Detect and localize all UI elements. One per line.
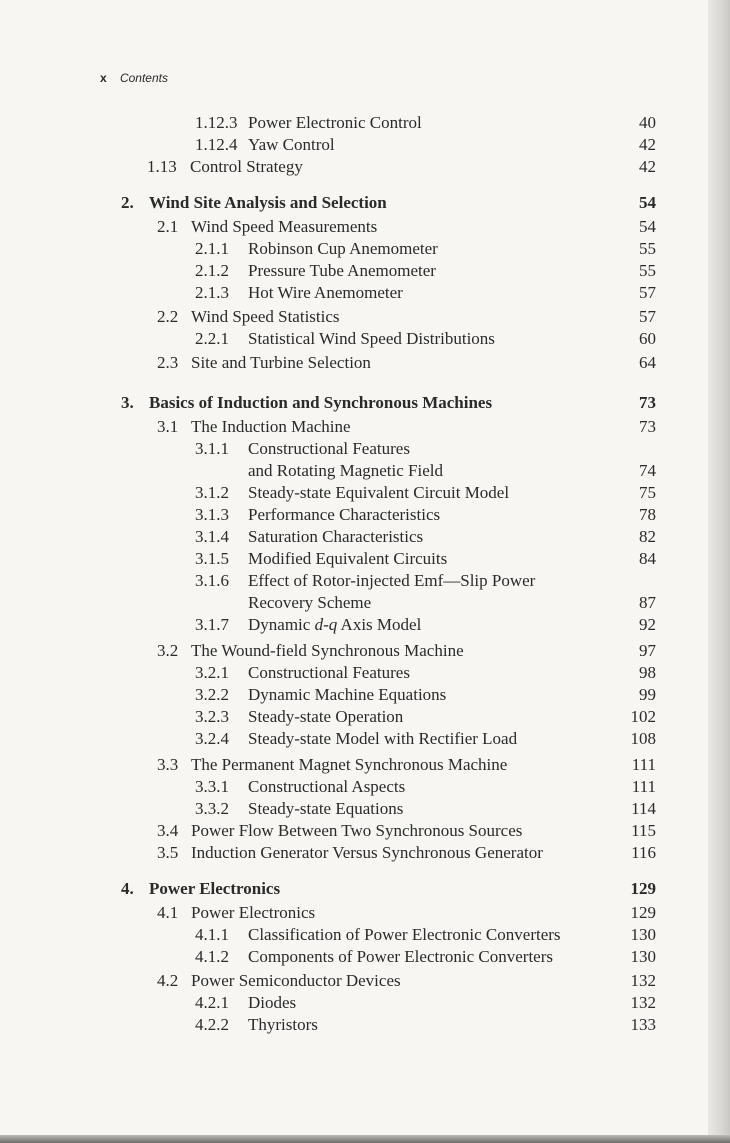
toc-entry-number: 2.3 <box>157 353 179 372</box>
running-title: Contents <box>119 71 168 85</box>
toc-entry-title: Wind Site Analysis and Selection <box>149 193 387 212</box>
toc-entry-row <box>0 924 730 946</box>
page-edge-bottom <box>0 1135 730 1143</box>
toc-page-number: 111 <box>631 755 656 774</box>
toc-entry-number: 1.12.3 <box>195 113 238 132</box>
toc-entry-title: Steady-state Operation <box>248 707 404 726</box>
toc-entry-title: Dynamic d-q Axis Model <box>248 615 422 634</box>
toc-entry-row <box>0 798 730 820</box>
toc-page-number: 64 <box>639 353 656 372</box>
toc-entry-row <box>0 416 730 438</box>
toc-page-number: 82 <box>639 527 656 546</box>
toc-page-number: 130 <box>630 925 656 944</box>
toc-entry-title: Induction Generator Versus Synchronous Generator <box>191 843 543 862</box>
toc-entry-number: 4. <box>121 879 134 898</box>
toc-entry-number: 3.1.5 <box>195 549 229 568</box>
toc-entry-row <box>0 460 730 482</box>
toc-entry-row <box>0 820 730 842</box>
toc-entry-number: 3.5 <box>157 843 179 862</box>
toc-page-number: 129 <box>630 879 656 898</box>
toc-entry-row <box>0 526 730 548</box>
toc-entry-number: 3.4 <box>157 821 179 840</box>
toc-entry-title: The Induction Machine <box>191 417 351 436</box>
toc-entry-number: 3.1.6 <box>195 571 229 590</box>
toc-entry-row <box>0 570 730 592</box>
toc-entry-title: Pressure Tube Anemometer <box>248 261 436 280</box>
toc-entry-title: Control Strategy <box>190 157 303 176</box>
toc-entry-row <box>0 482 730 504</box>
toc-entry-number: 2.1.1 <box>195 239 229 258</box>
toc-entry-title: Classification of Power Electronic Converters <box>248 925 561 944</box>
toc-page-number: 98 <box>639 663 656 682</box>
toc-entry-number: 3.1.4 <box>195 527 229 546</box>
toc-entry-number: 1.12.4 <box>195 135 238 154</box>
toc-page-number: 92 <box>639 615 656 634</box>
toc-page-number: 129 <box>630 903 656 922</box>
toc-entry-number: 3.3.1 <box>195 777 229 796</box>
toc-entry-row <box>0 706 730 728</box>
toc-entry-number: 3.2 <box>157 641 179 660</box>
toc-page-number: 42 <box>639 157 656 176</box>
toc-entry-row <box>0 328 730 350</box>
toc-entry-title: Power Electronic Control <box>248 113 422 132</box>
toc-entry-row <box>0 156 730 178</box>
toc-page-number: 115 <box>631 821 656 840</box>
toc-page-number: 54 <box>639 193 656 212</box>
toc-entry-row <box>0 282 730 304</box>
toc-entry-number: 4.2.1 <box>195 993 229 1012</box>
toc-entry-title: Statistical Wind Speed Distributions <box>248 329 495 348</box>
toc-entry-row <box>0 352 730 374</box>
toc-page-number: 57 <box>639 283 656 302</box>
toc-page-number: 108 <box>630 729 656 748</box>
toc-entry-number: 4.1.2 <box>195 947 229 966</box>
toc-entry-title: Wind Speed Measurements <box>191 217 378 236</box>
toc-entry-title: Steady-state Equivalent Circuit Model <box>248 483 510 502</box>
toc-entry-title: The Wound-field Synchronous Machine <box>191 641 464 660</box>
toc-entry-title: Yaw Control <box>248 135 335 154</box>
toc-page-number: 87 <box>639 593 656 612</box>
toc-page-number: 132 <box>630 971 656 990</box>
toc-page-number: 57 <box>639 307 656 326</box>
toc-page-number: 55 <box>639 261 656 280</box>
toc-entry-title: The Permanent Magnet Synchronous Machine <box>191 755 508 774</box>
toc-page-number: 60 <box>639 329 656 348</box>
toc-entry-title: Power Semiconductor Devices <box>191 971 401 990</box>
toc-chapter-row <box>0 192 730 214</box>
toc-entry-number: 2.2.1 <box>195 329 229 348</box>
toc-entry-title: Steady-state Equations <box>248 799 404 818</box>
toc-entry-title: Constructional Features <box>248 439 410 458</box>
toc-entry-number: 4.2.2 <box>195 1015 229 1034</box>
toc-entry-number: 3. <box>121 393 134 412</box>
toc-entry-row <box>0 946 730 968</box>
toc-entry-row <box>0 592 730 614</box>
toc-entry-row <box>0 776 730 798</box>
toc-entry-row <box>0 640 730 662</box>
toc-page-number: 116 <box>631 843 656 862</box>
toc-page-number: 114 <box>631 799 656 818</box>
toc-entry-title: Diodes <box>248 993 297 1012</box>
toc-entry-row <box>0 504 730 526</box>
toc-entry-number: 3.2.2 <box>195 685 229 704</box>
toc-entry-title: and Rotating Magnetic Field <box>248 461 443 480</box>
toc-page-number: 54 <box>639 217 656 236</box>
toc-entry-title: Power Electronics <box>149 879 281 898</box>
toc-entry-title: Steady-state Model with Rectifier Load <box>248 729 518 748</box>
toc-entry-title: Site and Turbine Selection <box>191 353 371 372</box>
toc-entry-number: 3.1.3 <box>195 505 229 524</box>
toc-entry-title: Hot Wire Anemometer <box>248 283 403 302</box>
toc-entry-row <box>0 902 730 924</box>
toc-entry-title: Performance Characteristics <box>248 505 441 524</box>
toc-entry-number: 3.3 <box>157 755 179 774</box>
toc-page-number: 84 <box>639 549 656 568</box>
toc-entry-title: Constructional Aspects <box>248 777 406 796</box>
toc-page-number: 130 <box>630 947 656 966</box>
toc-entry-row <box>0 970 730 992</box>
toc-entry-title: Recovery Scheme <box>248 593 372 612</box>
toc-entry-number: 4.1.1 <box>195 925 229 944</box>
toc-entry-title: Saturation Characteristics <box>248 527 424 546</box>
toc-page-number: 133 <box>630 1015 656 1034</box>
toc-entry-number: 3.2.3 <box>195 707 229 726</box>
toc-page-number: 55 <box>639 239 656 258</box>
toc-entry-row <box>0 684 730 706</box>
toc-entry-number: 3.1 <box>157 417 179 436</box>
toc-entry-title: Dynamic Machine Equations <box>248 685 447 704</box>
toc-page-number: 99 <box>639 685 656 704</box>
page-number: x <box>100 71 107 85</box>
toc-entry-row <box>0 306 730 328</box>
toc-entry-number: 2. <box>121 193 134 212</box>
toc-page-number: 75 <box>639 483 656 502</box>
toc-entry-row <box>0 438 730 460</box>
toc-entry-title: Components of Power Electronic Converters <box>248 947 553 966</box>
toc-entry-number: 3.2.1 <box>195 663 229 682</box>
toc-entry-row <box>0 614 730 636</box>
running-header <box>100 70 168 86</box>
toc-page-number: 74 <box>639 461 656 480</box>
toc-entry-number: 4.1 <box>157 903 179 922</box>
toc-page-number: 73 <box>639 417 656 436</box>
toc-entry-title: Robinson Cup Anemometer <box>248 239 438 258</box>
toc-page-number: 40 <box>639 113 656 132</box>
toc-entry-title: Power Flow Between Two Synchronous Sources <box>191 821 523 840</box>
toc-entry-number: 2.1 <box>157 217 179 236</box>
toc-entry-number: 2.1.3 <box>195 283 229 302</box>
toc-entry-title: Modified Equivalent Circuits <box>248 549 448 568</box>
toc-entry-number: 3.3.2 <box>195 799 229 818</box>
toc-entry-title: Basics of Induction and Synchronous Machines <box>149 393 493 412</box>
toc-chapter-row <box>0 878 730 900</box>
toc-page-number: 111 <box>631 777 656 796</box>
toc-entry-number: 2.2 <box>157 307 179 326</box>
toc-page-number: 97 <box>639 641 656 660</box>
toc-entry-number: 3.1.7 <box>195 615 229 634</box>
toc-page-number: 102 <box>630 707 656 726</box>
toc-entry-row <box>0 548 730 570</box>
toc-entry-row <box>0 112 730 134</box>
toc-entry-title: Thyristors <box>248 1015 318 1034</box>
toc-chapter-row <box>0 392 730 414</box>
toc-page-number: 42 <box>639 135 656 154</box>
toc-entry-title: Wind Speed Statistics <box>191 307 340 326</box>
toc-entry-title: Power Electronics <box>191 903 316 922</box>
toc-entry-row <box>0 216 730 238</box>
toc-entry-row <box>0 992 730 1014</box>
toc-entry-row <box>0 1014 730 1036</box>
toc-entry-number: 1.13 <box>147 157 177 176</box>
toc-entry-row <box>0 134 730 156</box>
toc-page-number: 132 <box>630 993 656 1012</box>
toc-entry-number: 2.1.2 <box>195 261 229 280</box>
toc-entry-number: 3.1.1 <box>195 439 229 458</box>
toc-entry-row <box>0 238 730 260</box>
toc-entry-row <box>0 662 730 684</box>
toc-entry-title: Effect of Rotor-injected Emf—Slip Power <box>248 571 536 590</box>
toc-entry-number: 4.2 <box>157 971 179 990</box>
toc-entry-row <box>0 842 730 864</box>
toc-entry-number: 3.1.2 <box>195 483 229 502</box>
toc-entry-row <box>0 728 730 750</box>
toc-page-number: 73 <box>639 393 656 412</box>
toc-page-number: 78 <box>639 505 656 524</box>
toc-entry-number: 3.2.4 <box>195 729 229 748</box>
toc-entry-row <box>0 754 730 776</box>
toc-entry-title: Constructional Features <box>248 663 410 682</box>
toc-entry-row <box>0 260 730 282</box>
